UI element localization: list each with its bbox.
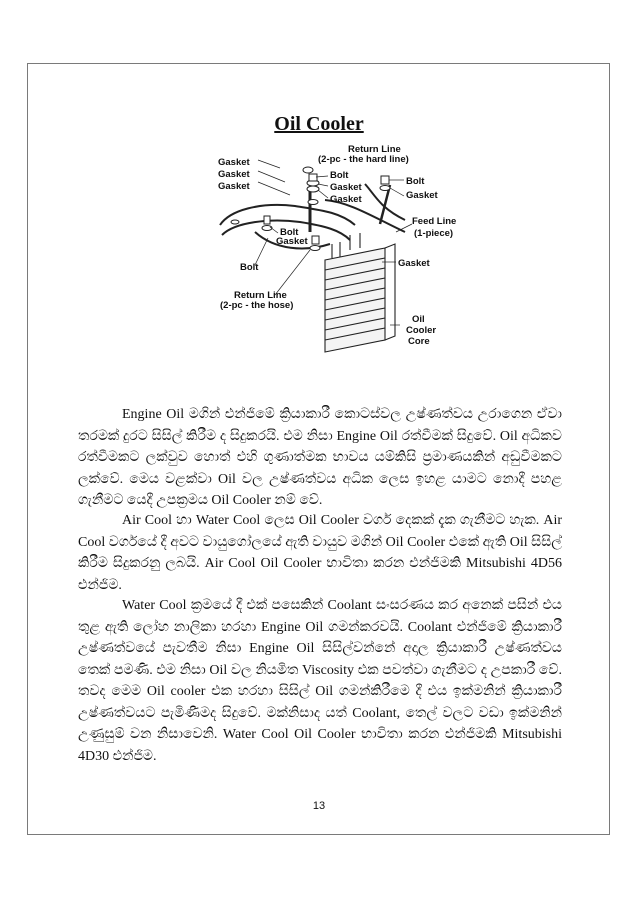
gasket-right-label: Gasket — [406, 190, 438, 201]
gasket-top-label-b: Gasket — [330, 194, 362, 205]
return-line-bottom-sublabel: (2-pc - the hose) — [220, 300, 294, 311]
gasket-label-3: Gasket — [218, 181, 250, 192]
paragraph-cooler-types: Air Cool හා Water Cool ලෙස Oil Cooler වර්ග දෙකක් දැක ගැනීමට හැක. Air Cool වර්ගයේ දී අවට වායුගෝලයේ ඇති වායුව මගින් Oil Cooler එකේ ඇති Oil සිසිල් කිරීම සිදුකරනු ලබයි. Air Cool Oil Cooler භාවිතා කරන එන්ජිමකි Mitsubishi 4D56 එන්ජිම. — [78, 513, 562, 593]
feed-line-sublabel: (1-piece) — [414, 228, 454, 239]
gasket-mid-label: Gasket — [276, 236, 308, 247]
bolt-left-label: Bolt — [240, 262, 259, 273]
oil-cooler-core-label-3: Core — [408, 336, 430, 347]
paragraph-water-cool: Water Cool ක්‍රමයේ දී එක් පසෙකින් Coolant සංසරණය කර අනෙක් පසින් එය තුළ ඇති ලෝහ නාලිකා හරහා Engine Oil ගමන්කරවයි. Coolant එන්ජිමේ ක්‍රියාකාරී උෂ්ණත්වයේ පැවතීම නිසා Engine Oil සිසිල්වන්නේ අදාල ක්‍රියාකාරී උෂ්ණත්වය තෙක් පමණි. එම නිසා Oil වල නියමිත Viscosity එක පවත්වා ගැනීමට ද උපකාරී වේ. තවද මෙම Oil cooler එක හරහා සිසිල් Oil ගමන්කිරීමෙ දී එය ඉක්මනින් ක්‍රියාකාරී උෂ්ණත්වයට පැමිණීමද සිදුවේ. මක්නිසාද යත් Coolant, තෙල් වලට වඩා ඉක්මනින් උණුසුම් වන නිසාවෙනි. Water Cool Oil Cooler භාවිතා කරන එන්ජිමකි Mitsubishi 4D30 එන්ජිම. — [78, 598, 562, 764]
oil-cooler-diagram — [200, 140, 457, 365]
bolt-mid-label: Bolt — [280, 227, 299, 238]
oil-cooler-core-label-1: Oil — [412, 314, 425, 325]
cooler-core-illustration — [325, 233, 395, 352]
bolt-top-label: Bolt — [330, 170, 349, 181]
feed-line-label: Feed Line — [412, 216, 457, 227]
bolt-right-label: Bolt — [406, 176, 425, 187]
gasket-lower-label: Gasket — [398, 258, 430, 269]
oil-cooler-core-label-2: Cooler — [406, 325, 437, 336]
paragraph-engine-oil: Engine Oil මගින් එන්ජිමේ ක්‍රියාකාරී කොටස්වල උෂ්ණත්වය උරාගෙන ඒවා තරමක් දුරට සිසිල් කිරීම ද සිදුකරයි. එම නිසා Engine Oil රත්වීමක් සිදුවේ. Oil අධිකව රත්වීමකට ලක්වුව හොත් එහි ගුණාත්මක භාවය යම්කිසි ප්‍රමාණයකින් අඩුවීමකට ලක්වේ. මෙය වළක්වා Oil වල උෂ්ණත්වය අධික ලෙස ඉහළ යාමට නොදී පහළ ගැනීමට යෙදී උපක්‍රමය Oil Cooler නම් වේ. — [78, 407, 562, 508]
return-line-top-label: Return Line — [348, 144, 401, 155]
gasket-top-label-a: Gasket — [330, 182, 362, 193]
gasket-label-1: Gasket — [218, 157, 250, 168]
return-line-bottom-label: Return Line — [234, 290, 287, 301]
page-number: 13 — [312, 800, 326, 812]
page-title: Oil Cooler — [274, 113, 364, 135]
gasket-label-2: Gasket — [218, 169, 250, 180]
return-line-top-sublabel: (2-pc - the hard line) — [318, 154, 409, 165]
